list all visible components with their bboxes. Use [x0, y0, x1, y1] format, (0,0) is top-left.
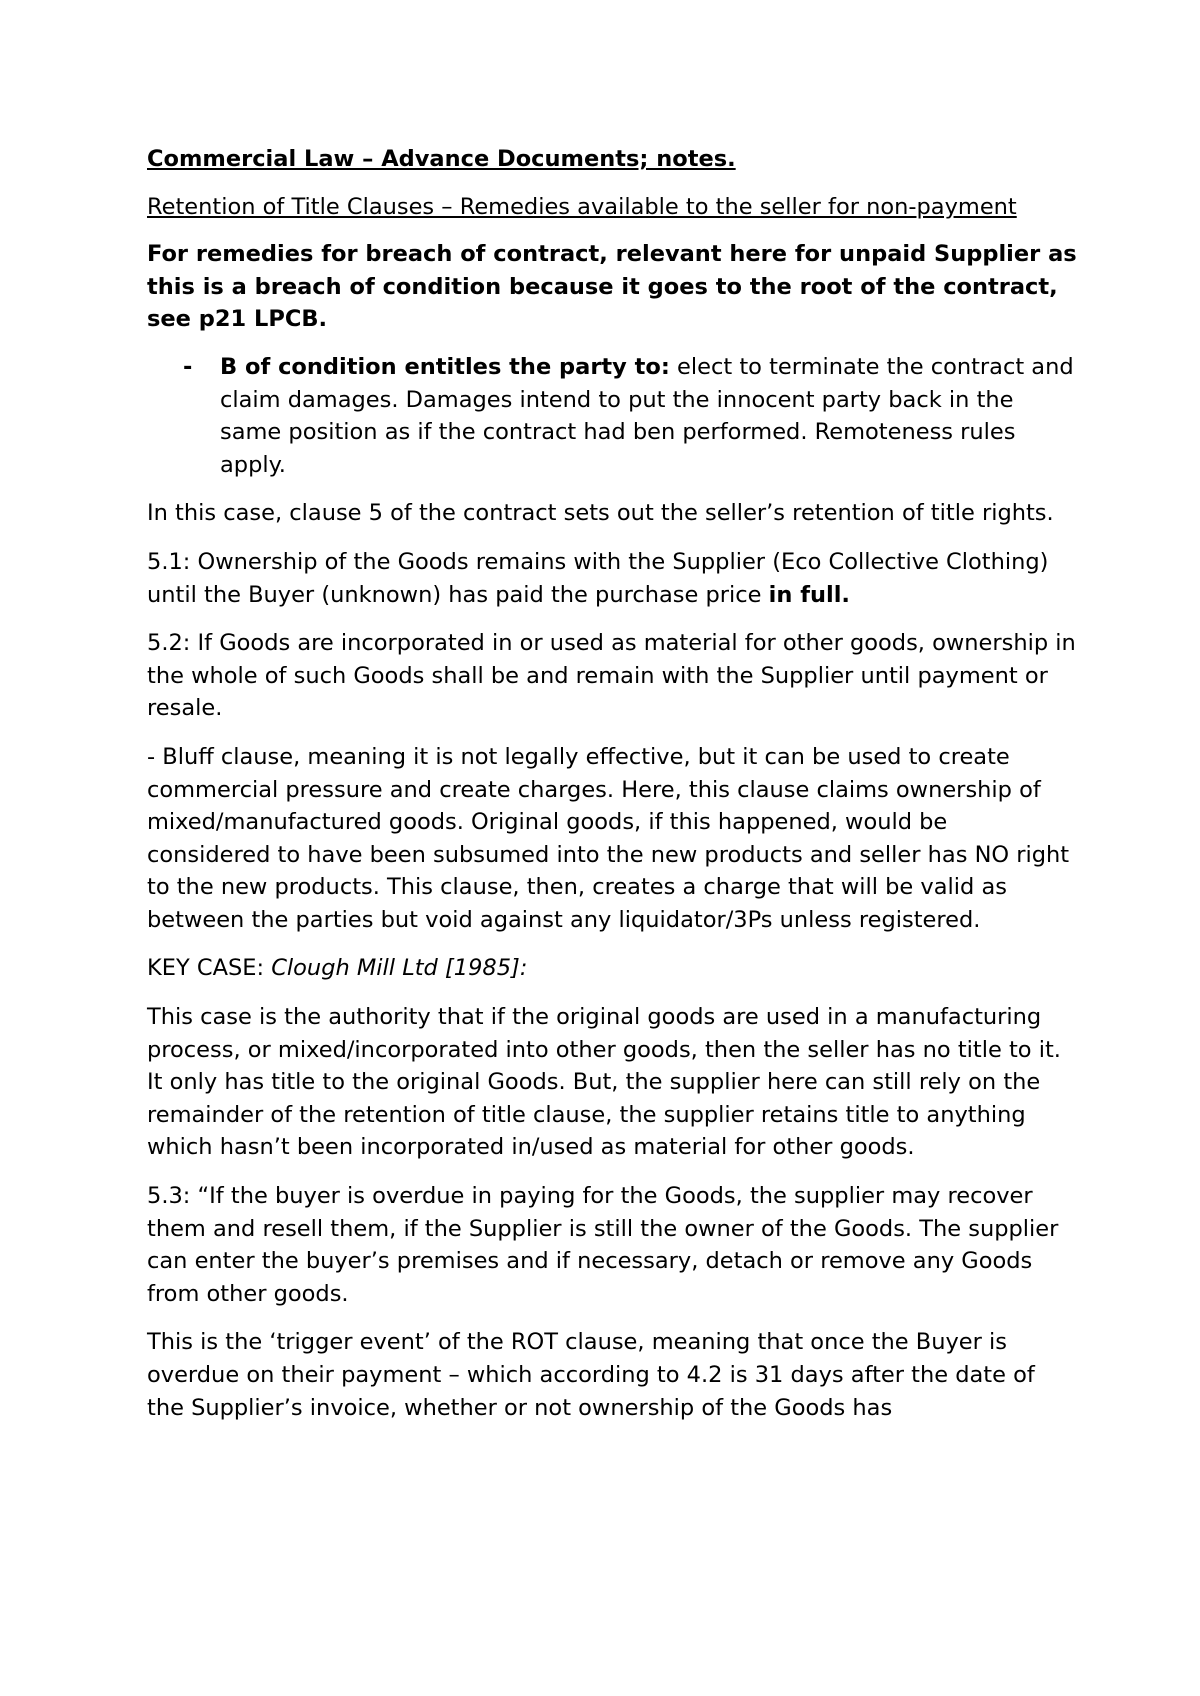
document-page — [147, 143, 1077, 1440]
key-case-name: Clough Mill Ltd [1985]: — [271, 955, 528, 982]
case-paragraph: This case is the authority that if the original goods are used in a manufacturing process, or mixed/incorporated into other goods, then the seller has no title to it. It only has title to the original Goods. But, the supplier here can still rely on the remainder of the retention of title clause, the supplier retains title to anything which hasn’t been incorporated in/used as material for other goods. — [147, 1004, 1061, 1161]
clause-5-1-bold: in full. — [768, 581, 850, 608]
key-case-heading — [147, 952, 1077, 985]
clause-5-3: 5.3: “If the buyer is overdue in paying for the Goods, the supplier may recover them and resell them, if the Supplier is still the owner of the Goods. The supplier can enter the buyer’s premises and if necessary, detach or remove any Goods from other goods. — [147, 1183, 1059, 1307]
bullet-lead: B of condition entitles the party to: — [220, 353, 670, 380]
intro-paragraph: For remedies for breach of contract, relevant here for unpaid Supplier as this is a breach of condition because it goes to the root of the contract, see p21 LPCB. — [147, 241, 1077, 333]
clause-5-1 — [147, 546, 1077, 611]
bluff-clause-paragraph: - Bluff clause, meaning it is not legally effective, but it can be used to create commercial pressure and create charges. Here, this clause claims ownership of mixed/manufactured goods. Original goods, if this happened, would be considered to have been subsumed into the new products and seller has NO right to the new products. This clause, then, creates a charge that will be valid as between the parties but void against any liquidator/3Ps unless registered. — [147, 743, 1070, 933]
clause-5-paragraph: In this case, clause 5 of the contract sets out the seller’s retention of title rights. — [147, 500, 1054, 527]
clause-5-1-text: 5.1: Ownership of the Goods remains with the Supplier (Eco Collective Clothing) until the Buyer (unknown) has paid the purchase price — [147, 548, 1049, 608]
key-case-label: KEY CASE: — [147, 955, 272, 982]
clause-5-2: 5.2: If Goods are incorporated in or used as material for other goods, ownership in the whole of such Goods shall be and remain with the Supplier until payment or resale. — [147, 630, 1076, 722]
bullet-item — [147, 351, 1077, 481]
trigger-event-paragraph: This is the ‘trigger event’ of the ROT clause, meaning that once the Buyer is overdue on their payment – which according to 4.2 is 31 days after the date of the Supplier’s invoice, whether or not ownership of the Goods has — [147, 1329, 1035, 1421]
document-title: Commercial Law – Advance Documents; notes. — [147, 146, 736, 172]
bullet-dash: - — [183, 353, 193, 380]
bullet-text: elect to terminate the contract and claim damages. Damages intend to put the innocent party back in the same position as if the contract had ben performed. Remoteness rules apply. — [220, 353, 1074, 478]
section-heading: Retention of Title Clauses – Remedies available to the seller for non-payment — [147, 193, 1017, 220]
